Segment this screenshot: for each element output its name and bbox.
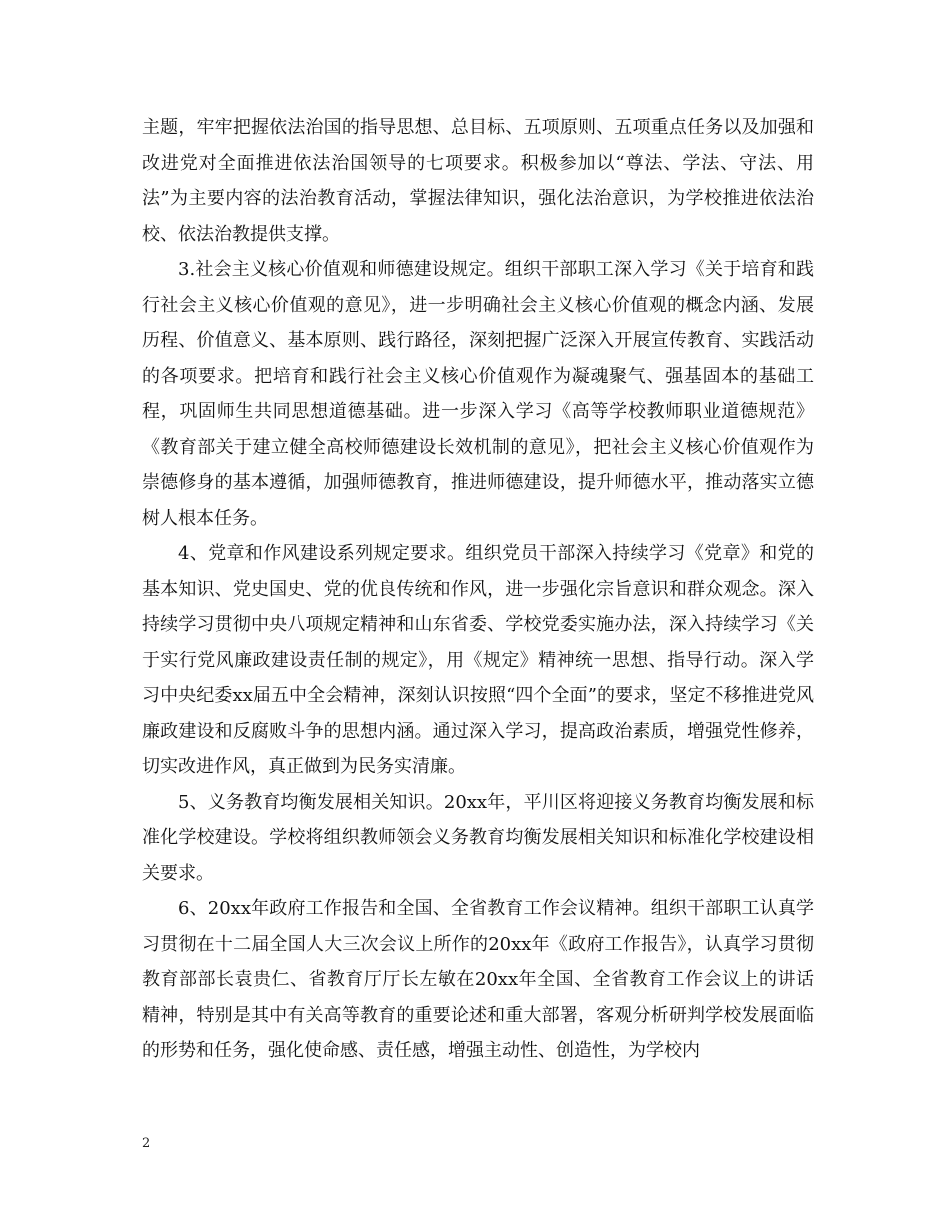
paragraph-compulsory-education: 5、义务教育均衡发展相关知识。20xx年，平川区将迎接义务教育均衡发展和标准化学校建设。学校将组织教师领会义务教育均衡发展相关知识和标准化学校建设相关要求。 xyxy=(142,791,814,884)
document-body xyxy=(142,110,814,1069)
paragraph-government-report: 6、20xx年政府工作报告和全国、全省教育工作会议精神。组织干部职工认真学习贯彻在十二届全国人大三次会议上所作的20xx年《政府工作报告》，认真学习贯彻教育部部长袁贵仁、省教育厅厅长左敏在20xx年全国、全省教育工作会议上的讲话精神，特别是其中有关高等教育的重要论述和重大部署，客观分析研判学校发展面临的形势和任务，强化使命感、责任感，增强主动性、创造性，为学校内 xyxy=(142,898,814,1061)
paragraph-party-constitution: 4、党章和作风建设系列规定要求。组织党员干部深入持续学习《党章》和党的基本知识、党史国史、党的优良传统和作风，进一步强化宗旨意识和群众观念。深入持续学习贯彻中央八项规定精神和山东省委、学校党委实施办法，深入持续学习《关于实行党风廉政建设责任制的规定》，用《规定》精神统一思想、指导行动。深入学习中央纪委xx届五中全会精神，深刻认识按照“四个全面”的要求，坚定不移推进党风廉政建设和反腐败斗争的思想内涵。通过深入学习，提高政治素质，增强党性修养，切实改进作风，真正做到为民务实清廉。 xyxy=(142,543,814,777)
paragraph-core-values: 3.社会主义核心价值观和师德建设规定。组织干部职工深入学习《关于培育和践行社会主义核心价值观的意见》，进一步明确社会主义核心价值观的概念内涵、发展历程、价值意义、基本原则、践行路径，深刻把握广泛深入开展宣传教育、实践活动的各项要求。把培育和践行社会主义核心价值观作为凝魂聚气、强基固本的基础工程，巩固师生共同思想道德基础。进一步深入学习《高等学校教师职业道德规范》《教育部关于建立健全高校师德建设长效机制的意见》，把社会主义核心价值观作为崇德修身的基本遵循，加强师德教育，推进师德建设，提升师德水平，推动落实立德树人根本任务。 xyxy=(142,259,814,529)
page-number: 2 xyxy=(142,1136,151,1151)
paragraph-continuation: 主题，牢牢把握依法治国的指导思想、总目标、五项原则、五项重点任务以及加强和改进党对全面推进依法治国领导的七项要求。积极参加以“尊法、学法、守法、用法”为主要内容的法治教育活动，掌握法律知识，强化法治意识，为学校推进依法治校、依法治教提供支撑。 xyxy=(142,117,814,245)
